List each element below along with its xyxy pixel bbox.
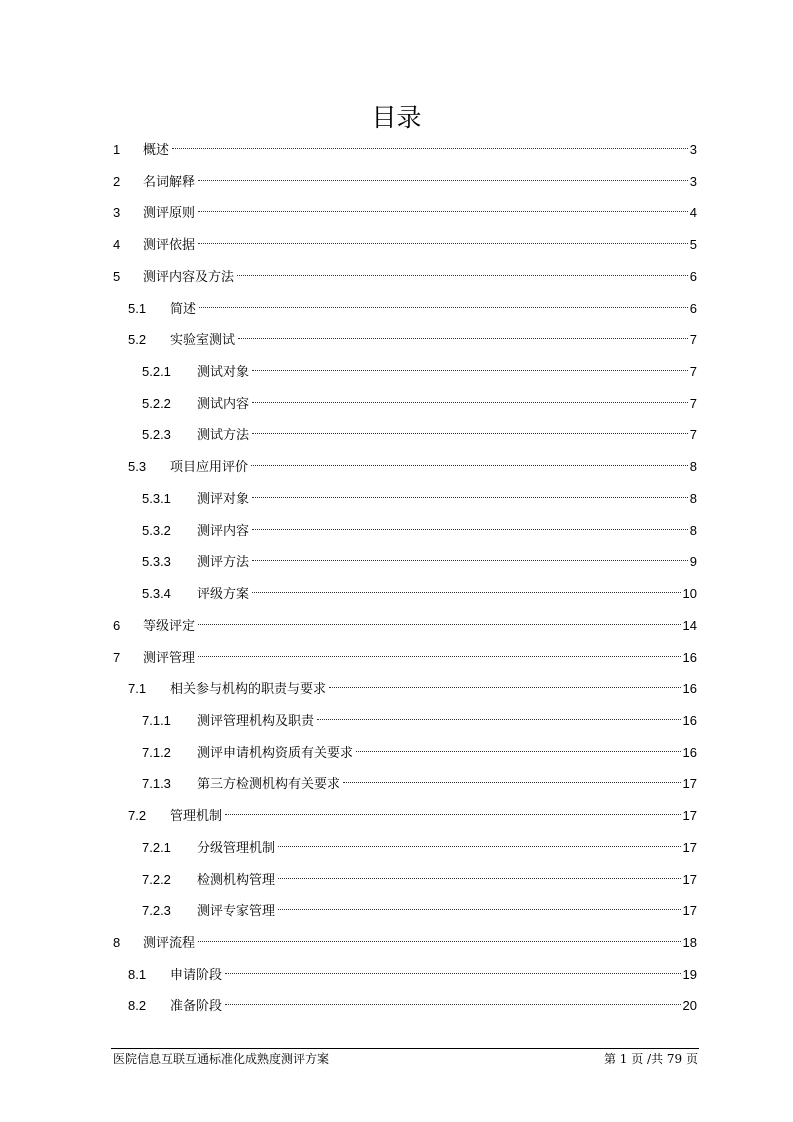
- toc-leader-dots: [252, 497, 688, 498]
- toc-entry-number: 8: [113, 934, 121, 950]
- toc-entry-number: 5.1: [128, 300, 147, 316]
- toc-entry[interactable]: [0, 932, 793, 964]
- toc-leader-dots: [198, 180, 688, 181]
- toc-entry[interactable]: [0, 361, 793, 393]
- toc-leader-dots: [278, 846, 681, 847]
- toc-entry-page: 8: [689, 522, 697, 538]
- toc-entry-title[interactable]: 测评依据: [143, 235, 196, 257]
- toc-entry-number: 7.1.1: [142, 712, 171, 728]
- toc-entry-title[interactable]: 测评对象: [197, 489, 250, 511]
- toc-entry[interactable]: [0, 995, 793, 1027]
- toc-entry[interactable]: [0, 583, 793, 615]
- toc-entry-number: 7.1.3: [142, 776, 171, 792]
- toc-entry-page: 16: [682, 649, 697, 665]
- toc-entry-page: 17: [682, 808, 697, 824]
- toc-leader-dots: [252, 560, 688, 561]
- toc-entry-title[interactable]: 准备阶段: [170, 996, 223, 1018]
- toc-entry-number: 5.2.1: [142, 364, 171, 380]
- toc-entry-title[interactable]: 简述: [170, 299, 197, 321]
- footer-document-title: 医院信息互联互通标准化成熟度测评方案: [113, 1052, 330, 1066]
- toc-leader-dots: [343, 782, 681, 783]
- toc-entry-number: 5.3.2: [142, 522, 171, 538]
- toc-leader-dots: [252, 592, 681, 593]
- toc-entry-page: 16: [682, 681, 697, 697]
- toc-entry[interactable]: [0, 742, 793, 774]
- toc-entry-title[interactable]: 管理机制: [170, 806, 223, 828]
- toc-leader-dots: [252, 529, 688, 530]
- footer-divider: [111, 1048, 699, 1049]
- toc-entry-number: 5: [113, 268, 121, 284]
- toc-entry-page: 7: [689, 364, 697, 380]
- toc-entry-page: 7: [689, 427, 697, 443]
- toc-entry[interactable]: [0, 805, 793, 837]
- toc-leader-dots: [225, 814, 681, 815]
- toc-entry-number: 5.3.4: [142, 586, 171, 602]
- toc-leader-dots: [252, 433, 688, 434]
- toc-entry-title[interactable]: 测评管理机构及职责: [197, 711, 315, 733]
- toc-entry-title[interactable]: 检测机构管理: [197, 870, 276, 892]
- toc-entry[interactable]: [0, 520, 793, 552]
- toc-entry[interactable]: [0, 234, 793, 266]
- toc-leader-dots: [278, 909, 681, 910]
- toc-entry-page: 20: [682, 998, 697, 1014]
- toc-entry-number: 7.2: [128, 808, 147, 824]
- toc-entry[interactable]: [0, 488, 793, 520]
- toc-entry[interactable]: [0, 551, 793, 583]
- toc-entry-page: 10: [682, 586, 697, 602]
- toc-leader-dots: [198, 656, 681, 657]
- toc-leader-dots: [238, 338, 688, 339]
- toc-entry-title[interactable]: 测评申请机构资质有关要求: [197, 743, 354, 765]
- toc-entry-number: 5.2.3: [142, 427, 171, 443]
- toc-entry-number: 5.2: [128, 332, 147, 348]
- toc-entry-title[interactable]: 项目应用评价: [170, 457, 249, 479]
- toc-entry[interactable]: [0, 139, 793, 171]
- page-title: 目录: [371, 103, 422, 132]
- toc-leader-dots: [198, 243, 688, 244]
- toc-entry-page: 16: [682, 712, 697, 728]
- toc-entry-title[interactable]: 名词解释: [143, 172, 196, 194]
- toc-entry-title[interactable]: 等级评定: [143, 616, 196, 638]
- toc-entry[interactable]: [0, 202, 793, 234]
- toc-entry[interactable]: [0, 964, 793, 996]
- toc-entry-page: 7: [689, 332, 697, 348]
- toc-entry-page: 6: [689, 268, 697, 284]
- toc-entry-title[interactable]: 测评内容及方法: [143, 267, 235, 289]
- toc-entry-number: 1: [113, 142, 121, 157]
- toc-entry-number: 6: [113, 617, 121, 633]
- toc-entry-page: 7: [689, 395, 697, 411]
- toc-leader-dots: [252, 370, 688, 371]
- toc-entry-title[interactable]: 测试内容: [197, 394, 250, 416]
- toc-entry-page: 4: [689, 205, 697, 221]
- toc-leader-dots: [198, 624, 681, 625]
- toc-leader-dots: [252, 402, 688, 403]
- toc-entry-number: 5.3.3: [142, 554, 171, 570]
- toc-leader-dots: [317, 719, 681, 720]
- toc-entry-number: 7.2.1: [142, 839, 171, 855]
- toc-entry-page: 8: [689, 459, 697, 475]
- toc-entry-title[interactable]: 测评内容: [197, 521, 250, 543]
- toc-leader-dots: [251, 465, 688, 466]
- toc-entry[interactable]: [0, 424, 793, 456]
- toc-entry[interactable]: [0, 837, 793, 869]
- toc-entry-title[interactable]: 测评专家管理: [197, 901, 276, 923]
- toc-entry-page: 17: [682, 903, 697, 919]
- toc-entry-title[interactable]: 测试方法: [197, 425, 250, 447]
- toc-entry[interactable]: [0, 393, 793, 425]
- toc-entry[interactable]: [0, 615, 793, 647]
- toc-entry-page: 19: [682, 966, 697, 982]
- toc-entry-number: 8.2: [128, 998, 147, 1014]
- toc-entry-page: 9: [689, 554, 697, 570]
- toc-leader-dots: [198, 211, 688, 212]
- toc-entry-page: 17: [682, 776, 697, 792]
- table-of-contents: [0, 139, 793, 1027]
- toc-leader-dots: [172, 148, 688, 149]
- toc-leader-dots: [198, 941, 681, 942]
- toc-entry-title[interactable]: 测试对象: [197, 362, 250, 384]
- toc-entry-title[interactable]: 测评管理: [143, 648, 196, 670]
- toc-entry-page: 14: [682, 617, 697, 633]
- toc-leader-dots: [278, 878, 681, 879]
- toc-entry-title[interactable]: 相关参与机构的职责与要求: [170, 679, 327, 701]
- toc-entry-title[interactable]: 测评方法: [197, 552, 250, 574]
- toc-entry-number: 4: [113, 237, 121, 253]
- toc-entry-title[interactable]: 实验室测试: [170, 330, 236, 352]
- toc-entry[interactable]: [0, 266, 793, 298]
- toc-entry[interactable]: [0, 329, 793, 361]
- toc-entry-page: 5: [689, 237, 697, 253]
- toc-leader-dots: [225, 1004, 681, 1005]
- toc-entry-page: 6: [689, 300, 697, 316]
- toc-entry-page: 8: [689, 490, 697, 506]
- toc-entry-title[interactable]: 分级管理机制: [197, 838, 276, 860]
- toc-entry-page: 3: [689, 142, 697, 157]
- toc-entry[interactable]: [0, 298, 793, 330]
- toc-leader-dots: [329, 687, 681, 688]
- toc-entry-title[interactable]: 评级方案: [197, 584, 250, 606]
- toc-entry-number: 7: [113, 649, 121, 665]
- toc-leader-dots: [356, 751, 681, 752]
- toc-entry-number: 7.2.2: [142, 871, 171, 887]
- toc-entry-title[interactable]: 申请阶段: [170, 965, 223, 987]
- toc-entry-title[interactable]: 测评流程: [143, 933, 196, 955]
- toc-entry-page: 17: [682, 871, 697, 887]
- toc-entry[interactable]: [0, 773, 793, 805]
- toc-entry[interactable]: [0, 678, 793, 710]
- footer-page-number: 第 1 页 /共 79 页: [603, 1052, 698, 1066]
- toc-entry[interactable]: [0, 171, 793, 203]
- toc-entry-number: 8.1: [128, 966, 147, 982]
- toc-entry-page: 18: [682, 934, 697, 950]
- toc-entry-number: 7.1: [128, 681, 147, 697]
- toc-entry-number: 5.3.1: [142, 490, 171, 506]
- toc-entry-page: 16: [682, 744, 697, 760]
- toc-leader-dots: [225, 973, 681, 974]
- toc-entry-number: 7.1.2: [142, 744, 171, 760]
- toc-entry[interactable]: [0, 647, 793, 679]
- toc-entry-title[interactable]: 测评原则: [143, 203, 196, 225]
- toc-entry-page: 3: [689, 173, 697, 189]
- toc-entry-number: 7.2.3: [142, 903, 171, 919]
- toc-entry[interactable]: [0, 900, 793, 932]
- toc-entry-number: 5.2.2: [142, 395, 171, 411]
- toc-entry-title[interactable]: 第三方检测机构有关要求: [197, 774, 341, 796]
- toc-leader-dots: [199, 307, 688, 308]
- toc-entry[interactable]: [0, 456, 793, 488]
- toc-entry[interactable]: [0, 869, 793, 901]
- toc-leader-dots: [237, 275, 688, 276]
- toc-entry-number: 3: [113, 205, 121, 221]
- toc-entry-page: 17: [682, 839, 697, 855]
- toc-entry-title[interactable]: 概述: [143, 140, 170, 162]
- toc-entry[interactable]: [0, 710, 793, 742]
- toc-entry-number: 5.3: [128, 459, 147, 475]
- toc-entry-number: 2: [113, 173, 121, 189]
